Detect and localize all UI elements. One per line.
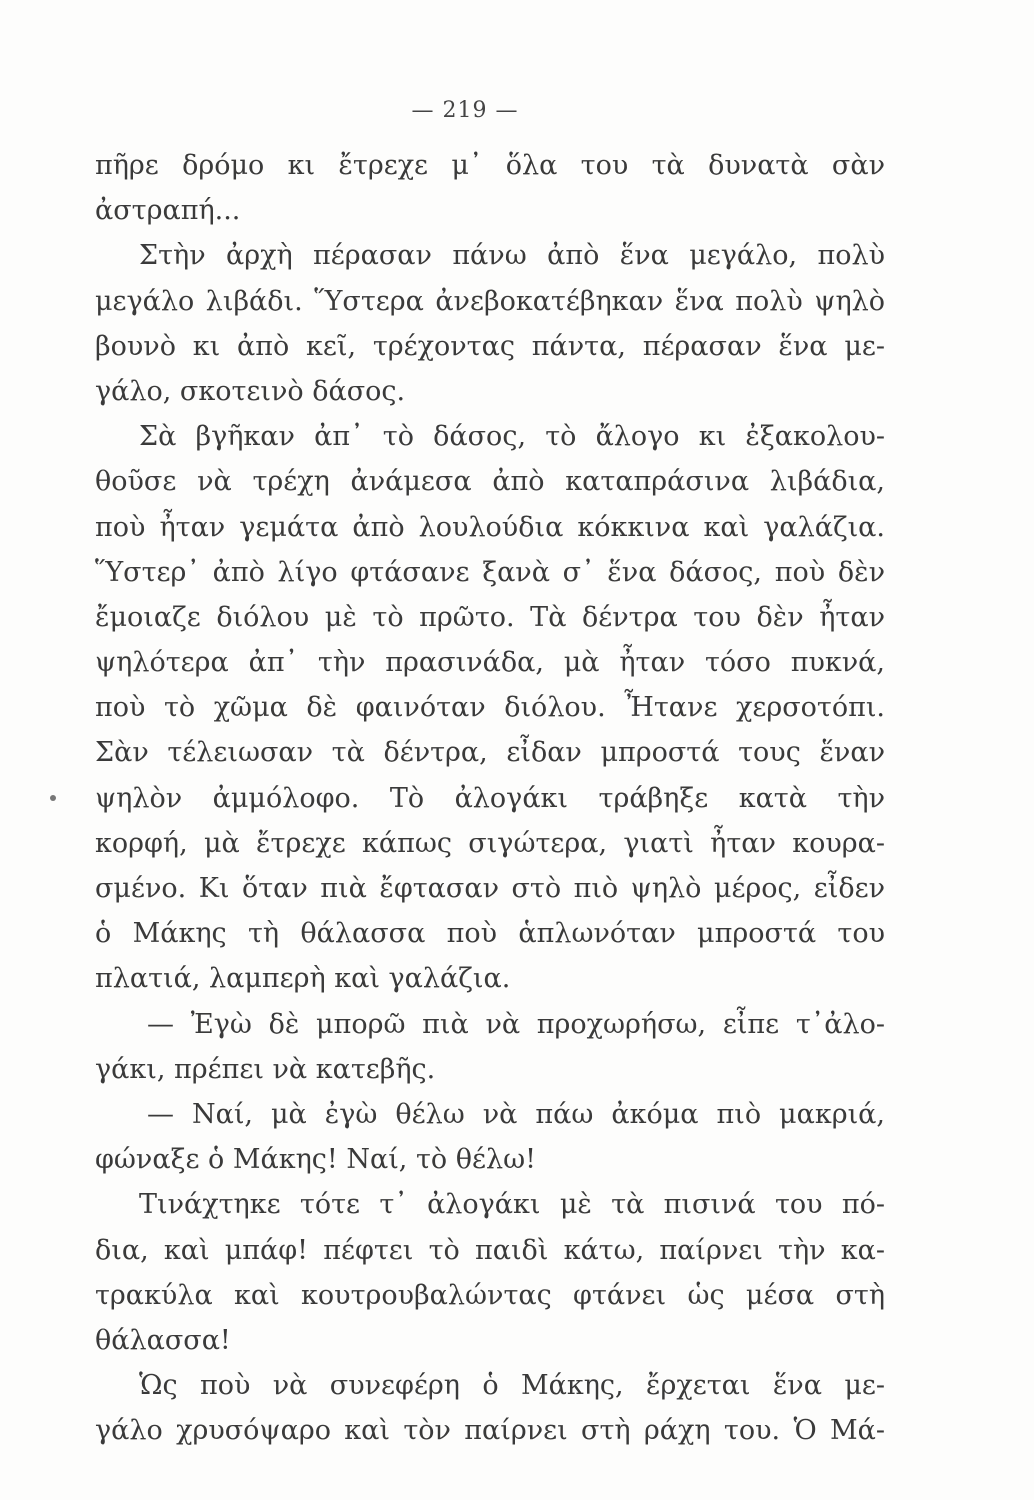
text-line: σμένο. Κι ὅταν πιὰ ἔφτασαν στὸ πιὸ ψηλὸ μέρος, εἶδεν [95,873,885,904]
text-line: ποὺ ἦταν γεμάτα ἀπὸ λουλούδια κόκκινα καὶ γαλάζια. [95,511,885,543]
text-line: θοῦσε νὰ τρέχη ἀνάμεσα ἀπὸ καταπράσινα λιβάδια, [95,466,885,498]
text-line: Σὰν τέλειωσαν τὰ δέντρα, εἶδαν μπροστά τους ἕναν [95,737,885,769]
text-line: ποὺ τὸ χῶμα δὲ φαινόταν διόλου. Ἦτανε χερσοτόπι. [95,692,885,724]
text-line: πλατιά, λαμπερὴ καὶ γαλάζια. [95,963,511,995]
text-line: βουνὸ κι ἀπὸ κεῖ, τρέχοντας πάντα, πέρασαν ἕνα με- [95,330,885,362]
body-text [95,143,885,1453]
text-line: κορφή, μὰ ἔτρεχε κάπως σιγώτερα, γιατὶ ἦταν κουρα- [95,827,885,859]
text-line: ὁ Μάκης τὴ θάλασσα ποὺ ἁπλωνόταν μπροστά του [95,918,885,950]
text-line: ψηλότερα ἀπ᾽ τὴν πρασινάδα, μὰ ἦταν τόσο πυκνά, [95,647,885,679]
page-number: — 219 — [411,98,519,123]
text-line: Ὡς ποὺ νὰ συνεφέρη ὁ Μάκης, ἔρχεται ἕνα με- [139,1370,885,1402]
text-line: γάκι, πρέπει νὰ κατεβῆς. [95,1053,436,1085]
text-line: πῆρε δρόμο κι ἔτρεχε μ᾽ ὅλα του τὰ δυνατὰ σὰν [95,150,885,181]
margin-dot-mark [50,795,56,801]
text-line: Τινάχτηκε τότε τ᾽ ἀλογάκι μὲ τὰ πισινά του πό- [139,1189,885,1221]
text-line: Σὰ βγῆκαν ἀπ᾽ τὸ δάσος, τὸ ἄλογο κι ἐξακολου- [139,421,885,453]
text-line: θάλασσα! [95,1324,231,1356]
text-line: φώναξε ὁ Μάκης! Ναί, τὸ θέλω! [95,1144,536,1176]
text-line: — Ἐγὼ δὲ μπορῶ πιὰ νὰ προχωρήσω, εἶπε τ᾽ἀλο- [147,1008,885,1040]
text-line: ἔμοιαζε διόλου μὲ τὸ πρῶτο. Τὰ δέντρα του δὲν ἦταν [95,601,885,633]
text-line: — Ναί, μὰ ἐγὼ θέλω νὰ πάω ἀκόμα πιὸ μακριά, [147,1098,885,1130]
text-line: μεγάλο λιβάδι. Ὕστερα ἀνεβοκατέβηκαν ἕνα πολὺ ψηλὸ [95,285,885,317]
text-line: Στὴν ἀρχὴ πέρασαν πάνω ἀπὸ ἕνα μεγάλο, πολὺ [139,240,885,272]
text-line: γάλο χρυσόψαρο καὶ τὸν παίρνει στὴ ράχη του. Ὁ Μά- [95,1415,885,1447]
text-line: ψηλὸν ἀμμόλοφο. Τὸ ἀλογάκι τράβηξε κατὰ τὴν [95,782,885,814]
text-line: γάλο, σκοτεινὸ δάσος. [95,375,406,407]
text-line: τρακύλα καὶ κουτρουβαλώντας φτάνει ὡς μέσα στὴ [95,1279,885,1311]
text-line: δια, καὶ μπάφ! πέφτει τὸ παιδὶ κάτω, παίρνει τὴν κα- [95,1234,885,1266]
text-line: ἀστραπή... [95,195,241,227]
text-line: Ὕστερ᾽ ἀπὸ λίγο φτάσανε ξανὰ σ᾽ ἕνα δάσος, ποὺ δὲν [95,556,885,588]
